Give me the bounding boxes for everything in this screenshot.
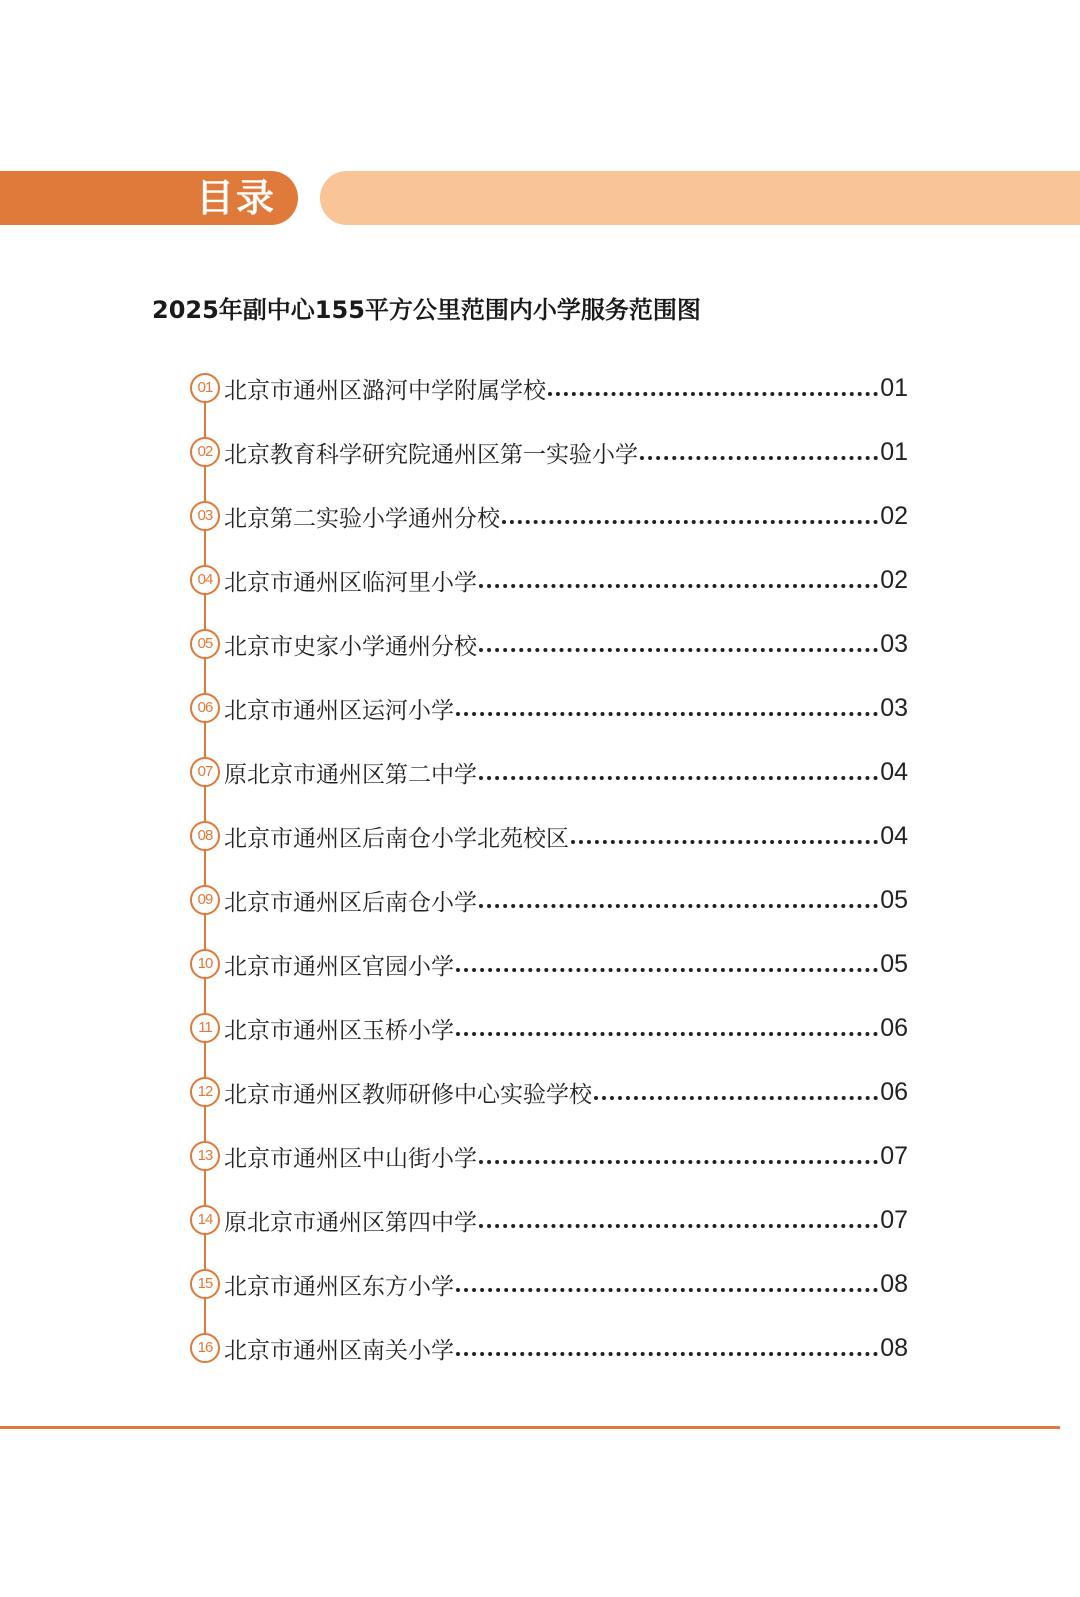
footer-divider bbox=[0, 1426, 1060, 1429]
toc-entry-page: 05 bbox=[880, 885, 908, 914]
toc-dot-leader bbox=[456, 1032, 878, 1036]
toc-dot-leader bbox=[548, 392, 878, 396]
toc-entry-title: 原北京市通州区第四中学 bbox=[224, 1209, 477, 1236]
toc-dot-leader bbox=[479, 776, 878, 780]
toc-entry-page: 05 bbox=[880, 949, 908, 978]
toc-entry-page: 07 bbox=[880, 1141, 908, 1170]
toc-entry-title: 北京市通州区南关小学 bbox=[224, 1337, 454, 1364]
toc-dot-leader bbox=[479, 1160, 878, 1164]
toc-entry-page: 01 bbox=[880, 437, 908, 466]
toc-entry-title: 北京教育科学研究院通州区第一实验小学 bbox=[224, 441, 638, 468]
toc-entry-number-badge: 12 bbox=[190, 1077, 220, 1107]
toc-entry[interactable] bbox=[190, 936, 908, 1000]
toc-entry-number-badge: 16 bbox=[190, 1333, 220, 1363]
toc-entry-title: 北京市通州区潞河中学附属学校 bbox=[224, 377, 546, 404]
toc-entry-number-badge: 08 bbox=[190, 821, 220, 851]
toc-entry-number-badge: 10 bbox=[190, 949, 220, 979]
toc-dot-leader bbox=[571, 840, 878, 844]
toc-entry-page: 07 bbox=[880, 1205, 908, 1234]
toc-entry-title: 北京市通州区教师研修中心实验学校 bbox=[224, 1081, 592, 1108]
section-title: 2025年副中心155平方公里范围内小学服务范围图 bbox=[152, 296, 701, 324]
toc-entry-title: 北京市通州区临河里小学 bbox=[224, 569, 477, 596]
toc-entry-title: 北京市通州区后南仓小学北苑校区 bbox=[224, 825, 569, 852]
toc-entry-number-badge: 09 bbox=[190, 885, 220, 915]
toc-entry-page: 08 bbox=[880, 1333, 908, 1362]
toc-entry[interactable] bbox=[190, 1000, 908, 1064]
toc-entry-page: 03 bbox=[880, 629, 908, 658]
toc-entry[interactable] bbox=[190, 1320, 908, 1384]
toc-entry-title: 北京第二实验小学通州分校 bbox=[224, 505, 500, 532]
toc-entry-number-badge: 14 bbox=[190, 1205, 220, 1235]
toc-entry[interactable] bbox=[190, 424, 908, 488]
toc-dot-leader bbox=[502, 520, 878, 524]
toc-entry[interactable] bbox=[190, 1064, 908, 1128]
toc-list bbox=[190, 360, 908, 1384]
toc-dot-leader bbox=[456, 1288, 878, 1292]
toc-entry-number-badge: 04 bbox=[190, 565, 220, 595]
toc-entry[interactable] bbox=[190, 744, 908, 808]
toc-entry-number-badge: 03 bbox=[190, 501, 220, 531]
toc-entry-page: 02 bbox=[880, 565, 908, 594]
toc-entry-title: 北京市通州区后南仓小学 bbox=[224, 889, 477, 916]
toc-entry[interactable] bbox=[190, 872, 908, 936]
toc-entry[interactable] bbox=[190, 552, 908, 616]
toc-entry-page: 06 bbox=[880, 1013, 908, 1042]
page-title: 目录 bbox=[196, 176, 277, 220]
toc-entry-title: 北京市通州区官园小学 bbox=[224, 953, 454, 980]
toc-entry-title: 北京市通州区东方小学 bbox=[224, 1273, 454, 1300]
toc-entry-page: 04 bbox=[880, 821, 908, 850]
toc-entry[interactable] bbox=[190, 680, 908, 744]
toc-dot-leader bbox=[640, 456, 878, 460]
toc-dot-leader bbox=[594, 1096, 878, 1100]
toc-dot-leader bbox=[479, 904, 878, 908]
toc-entry[interactable] bbox=[190, 1256, 908, 1320]
toc-entry[interactable] bbox=[190, 616, 908, 680]
toc-dot-leader bbox=[456, 712, 878, 716]
toc-dot-leader bbox=[479, 1224, 878, 1228]
toc-entry-number-badge: 13 bbox=[190, 1141, 220, 1171]
toc-entry-number-badge: 01 bbox=[190, 373, 220, 403]
toc-entry[interactable] bbox=[190, 360, 908, 424]
toc-dot-leader bbox=[456, 1352, 878, 1356]
toc-dot-leader bbox=[479, 648, 878, 652]
toc-entry-title: 北京市通州区中山街小学 bbox=[224, 1145, 477, 1172]
toc-entry-number-badge: 07 bbox=[190, 757, 220, 787]
toc-entry-title: 北京市通州区运河小学 bbox=[224, 697, 454, 724]
toc-entry-page: 06 bbox=[880, 1077, 908, 1106]
toc-entry-number-badge: 15 bbox=[190, 1269, 220, 1299]
toc-entry-number-badge: 05 bbox=[190, 629, 220, 659]
toc-entry-page: 01 bbox=[880, 373, 908, 402]
toc-entry-page: 04 bbox=[880, 757, 908, 786]
toc-entry-number-badge: 02 bbox=[190, 437, 220, 467]
toc-entry-page: 02 bbox=[880, 501, 908, 530]
toc-entry-number-badge: 06 bbox=[190, 693, 220, 723]
toc-entry-title: 北京市通州区玉桥小学 bbox=[224, 1017, 454, 1044]
toc-entry[interactable] bbox=[190, 808, 908, 872]
toc-entry-page: 03 bbox=[880, 693, 908, 722]
toc-dot-leader bbox=[456, 968, 878, 972]
toc-entry-page: 08 bbox=[880, 1269, 908, 1298]
header-banner-right bbox=[320, 171, 1080, 225]
toc-entry[interactable] bbox=[190, 488, 908, 552]
toc-entry-title: 北京市史家小学通州分校 bbox=[224, 633, 477, 660]
toc-entry-title: 原北京市通州区第二中学 bbox=[224, 761, 477, 788]
toc-entry[interactable] bbox=[190, 1128, 908, 1192]
toc-entry[interactable] bbox=[190, 1192, 908, 1256]
toc-entry-number-badge: 11 bbox=[190, 1013, 220, 1043]
toc-dot-leader bbox=[479, 584, 878, 588]
